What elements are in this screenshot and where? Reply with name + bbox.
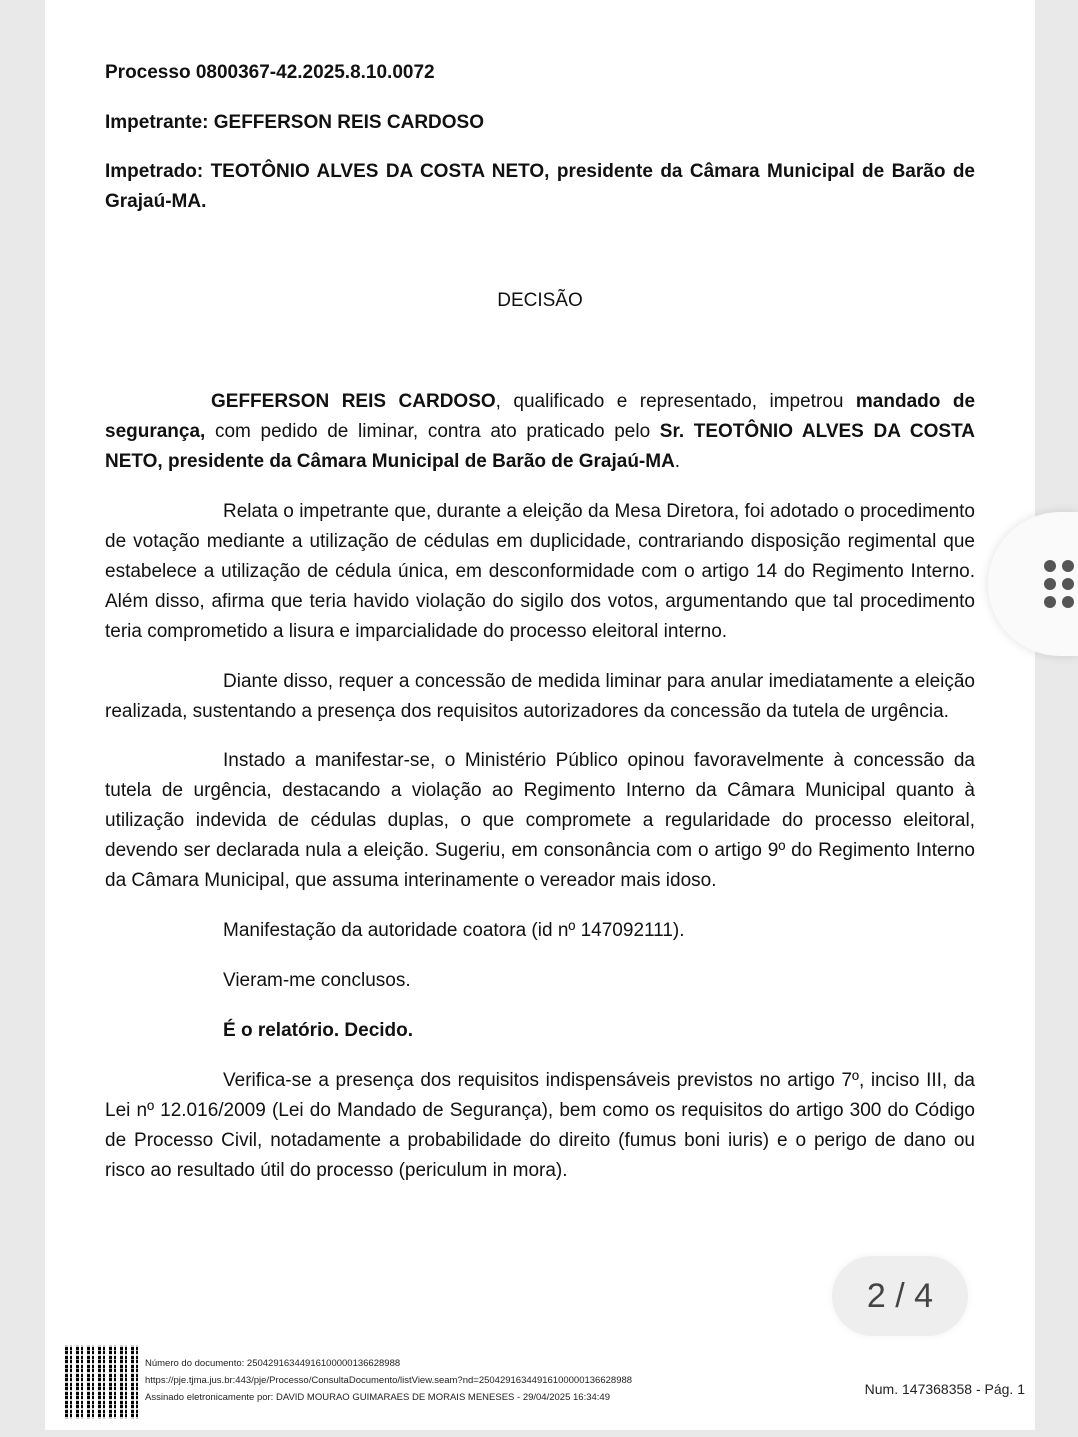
document-page (45, 0, 1035, 1430)
process-number: Processo 0800367-42.2025.8.10.0072 (105, 62, 435, 83)
impetrado: Impetrado: TEOTÔNIO ALVES DA COSTA NETO, presidente da Câmara Municipal de Barão de Grajaú-MA. (105, 161, 975, 212)
qr-code (65, 1345, 139, 1419)
paragraph-4: Instado a manifestar-se, o Ministério Público opinou favoravelmente à concessão da tutela de urgência, destacando a violação ao Regimento Interno da Câmara Municipal quanto à utilização indevida de cédulas duplas, o que compromete a regularidade do processo eleitoral, devendo ser declarada nula a eleição. Sugeriu, em consonância com o artigo 9º do Regimento Interno da Câmara Municipal, que assuma interinamente o vereador mais idoso. (105, 750, 975, 891)
footer-info (145, 1355, 632, 1406)
impetrante: Impetrante: GEFFERSON REIS CARDOSO (105, 112, 484, 133)
p1-authority: Sr. TEOTÔNIO ALVES DA COSTA NETO, presidente da Câmara Municipal de Barão de Grajaú-MA (105, 421, 975, 472)
paragraph-6: Vieram-me conclusos. (223, 970, 411, 991)
paragraph-7: É o relatório. Decido. (223, 1020, 414, 1041)
document-footer (65, 1345, 1025, 1425)
document-number: Número do documento: 25042916344916100000136628988 (145, 1358, 401, 1369)
signature: Assinado eletronicamente por: DAVID MOURAO GUIMARAES DE MORAIS MENESES - 29/04/2025 16:34:49 (145, 1392, 610, 1403)
paragraph-2: Relata o impetrante que, durante a eleição da Mesa Diretora, foi adotado o procedimento de votação mediante a utilização de cédulas em duplicidade, contrariando disposição regimental que estabelece a utilização de cédula única, em desconformidade com o artigo 14 do Regimento Interno. Além disso, afirma que teria havido violação do sigilo dos votos, argumentando que tal procedimento teria comprometido a lisura e imparcialidade do processo eleitoral interno. (105, 501, 975, 642)
page-indicator: 2 / 4 (832, 1256, 968, 1336)
p1-name: GEFFERSON REIS CARDOSO (211, 391, 496, 412)
document-title: DECISÃO (497, 290, 583, 311)
paragraph-5: Manifestação da autoridade coatora (id nº 147092111). (223, 920, 685, 941)
document-body (105, 58, 975, 1186)
drag-handle-dots-icon (1044, 560, 1074, 608)
paragraph-3: Diante disso, requer a concessão de medida liminar para anular imediatamente a eleição realizada, sustentando a presença dos requisitos autorizadores da concessão da tutela de urgência. (105, 671, 975, 722)
paragraph-1 (105, 387, 975, 477)
p1-text: , qualificado e representado, impetrou (495, 391, 856, 412)
p1-text2: com pedido de liminar, contra ato praticado pelo (205, 421, 660, 442)
page-number: Num. 147368358 - Pág. 1 (864, 1381, 1025, 1397)
p1-mandado: mandado de segurança, (105, 391, 976, 442)
document-url: https://pje.tjma.jus.br:443/pje/Processo/ConsultaDocumento/listView.seam?nd=25042916344916100000136628988 (145, 1375, 633, 1386)
p1-end: . (674, 451, 681, 472)
paragraph-8: Verifica-se a presença dos requisitos indispensáveis previstos no artigo 7º, inciso III, da Lei nº 12.016/2009 (Lei do Mandado de Segurança), bem como os requisitos do artigo 300 do Código de Processo Civil, notadamente a probabilidade do direito (fumus boni iuris) e o perigo de dano ou risco ao resultado útil do processo (periculum in mora). (105, 1070, 975, 1181)
